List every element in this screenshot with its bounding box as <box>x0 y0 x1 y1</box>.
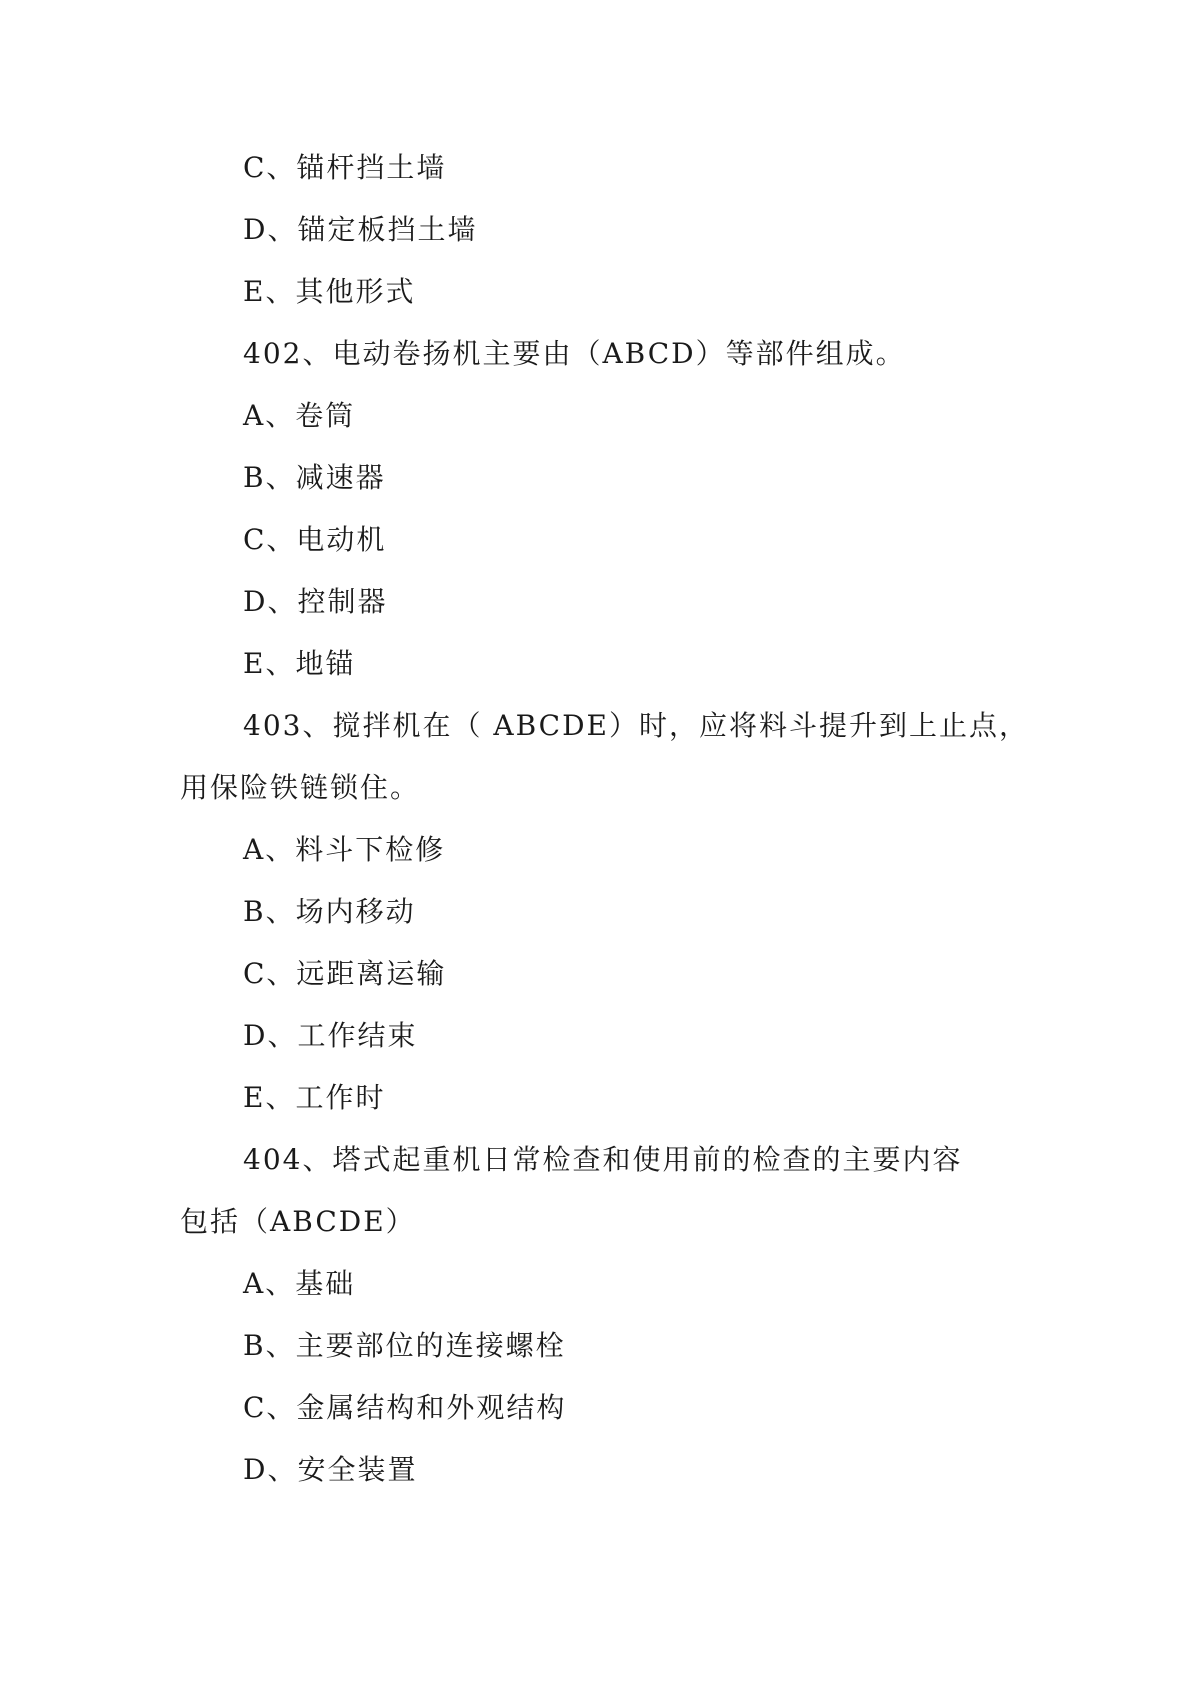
option-line: E、其他形式 <box>243 275 416 308</box>
option-line: D、锚定板挡土墙 <box>243 213 478 246</box>
option-line: B、场内移动 <box>243 895 416 928</box>
question-continuation: 包括（ABCDE） <box>180 1205 416 1238</box>
question-line: 404、塔式起重机日常检查和使用前的检查的主要内容 <box>243 1143 963 1176</box>
option-line: C、电动机 <box>243 523 387 556</box>
question-line: 402、电动卷扬机主要由（ABCD）等部件组成。 <box>243 337 906 370</box>
option-line: E、地锚 <box>243 647 356 680</box>
option-line: C、金属结构和外观结构 <box>243 1391 567 1424</box>
option-line: C、远距离运输 <box>243 957 447 990</box>
option-line: C、锚杆挡土墙 <box>243 151 447 184</box>
option-line: D、控制器 <box>243 585 388 618</box>
option-line: D、安全装置 <box>243 1453 418 1486</box>
option-line: A、卷筒 <box>243 399 356 432</box>
option-line: A、料斗下检修 <box>243 833 446 866</box>
option-line: D、工作结束 <box>243 1019 418 1052</box>
option-line: E、工作时 <box>243 1081 386 1114</box>
option-line: B、主要部位的连接螺栓 <box>243 1329 566 1362</box>
question-line: 403、搅拌机在（ ABCDE）时，应将料斗提升到上止点， <box>243 709 1029 742</box>
question-continuation: 用保险铁链锁住。 <box>180 771 421 804</box>
option-line: A、基础 <box>243 1267 356 1300</box>
option-line: B、减速器 <box>243 461 386 494</box>
